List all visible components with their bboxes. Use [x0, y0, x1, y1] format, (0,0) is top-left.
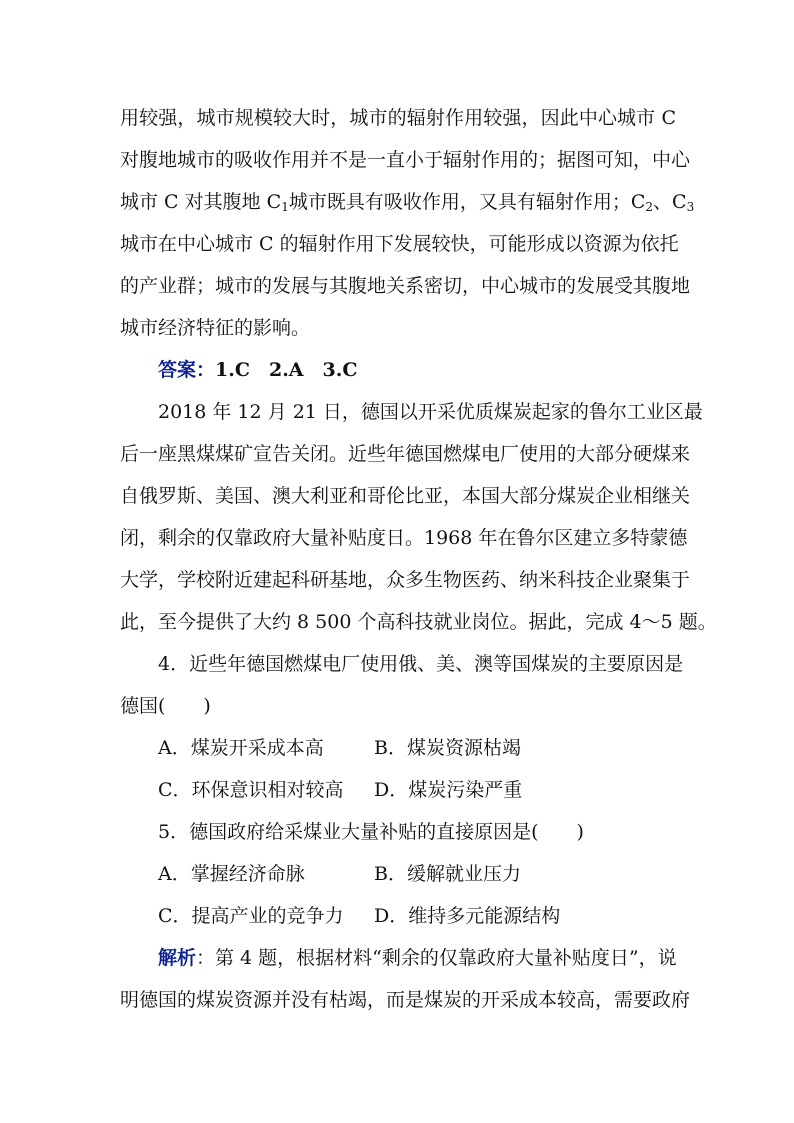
material-line-1: 2018 年 12 月 21 日，德国以开采优质煤炭起家的鲁尔工业区最	[158, 401, 703, 423]
question-4-option-a: A．煤炭开采成本高	[158, 737, 324, 759]
analysis-prev-line-5: 的产业群；城市的发展与其腹地关系密切，中心城市的发展受其腹地	[120, 275, 691, 297]
analysis-prev-line-2: 对腹地城市的吸收作用并不是一直小于辐射作用的；据图可知，中心	[120, 149, 691, 171]
question-5-option-a: A．掌握经济命脉	[158, 863, 305, 885]
text-span: ：第 4 题，根据材料“剩余的仅靠政府大量补贴度日”，说	[196, 947, 677, 969]
analysis-label: 解析	[158, 947, 197, 969]
analysis-line-2: 明德国的煤炭资源并没有枯竭，而是煤炭的开采成本较高，需要政府	[120, 989, 691, 1011]
material-line-6: 此，至今提供了大约 8 500 个高科技就业岗位。据此，完成 4～5 题。	[120, 611, 717, 633]
question-4-option-d: D．煤炭污染严重	[374, 779, 523, 801]
answer-label: 答案：	[158, 359, 216, 381]
text-span: 、C	[653, 191, 687, 213]
subscript: 2	[645, 200, 654, 214]
material-line-3: 自俄罗斯、美国、澳大利亚和哥伦比亚，本国大部分煤炭企业相继关	[120, 485, 691, 507]
question-4-option-b: B．煤炭资源枯竭	[374, 737, 521, 759]
question-5-stem: 5．德国政府给采煤业大量补贴的直接原因是( )	[158, 821, 584, 843]
text-span: 城市既具有吸收作用，又具有辐射作用；C	[288, 191, 646, 213]
material-line-2: 后一座黑煤煤矿宣告关闭。近些年德国燃煤电厂使用的大部分硬煤来	[120, 443, 691, 465]
material-line-5: 大学，学校附近建起科研基地，众多生物医药、纳米科技企业聚集于	[120, 569, 691, 591]
analysis-prev-line-1: 用较强，城市规模较大时，城市的辐射作用较强，因此中心城市 C	[120, 107, 676, 129]
subscript: 3	[686, 200, 695, 214]
analysis-prev-line-4: 城市在中心城市 C 的辐射作用下发展较快，可能形成以资源为依托	[120, 233, 679, 255]
answer-line	[158, 358, 676, 382]
analysis-line-1	[158, 946, 676, 970]
question-5-option-d: D．维持多元能源结构	[374, 905, 561, 927]
text-span: 城市 C 对其腹地 C	[120, 191, 282, 213]
analysis-prev-line-6: 城市经济特征的影响。	[120, 317, 311, 339]
analysis-prev-line-3	[120, 190, 695, 214]
question-4-stem-1: 4．近些年德国燃煤电厂使用俄、美、澳等国煤炭的主要原因是	[158, 653, 684, 675]
question-5-option-b: B．缓解就业压力	[374, 863, 521, 885]
material-line-4: 闭，剩余的仅靠政府大量补贴度日。1968 年在鲁尔区建立多特蒙德	[120, 527, 688, 549]
subscript: 1	[281, 200, 289, 214]
question-4-stem-2: 德国( )	[120, 695, 211, 717]
answer-value: 1.C 2.A 3.C	[215, 359, 358, 381]
question-4-option-c: C．环保意识相对较高	[158, 779, 344, 801]
question-5-option-c: C．提高产业的竞争力	[158, 905, 344, 927]
